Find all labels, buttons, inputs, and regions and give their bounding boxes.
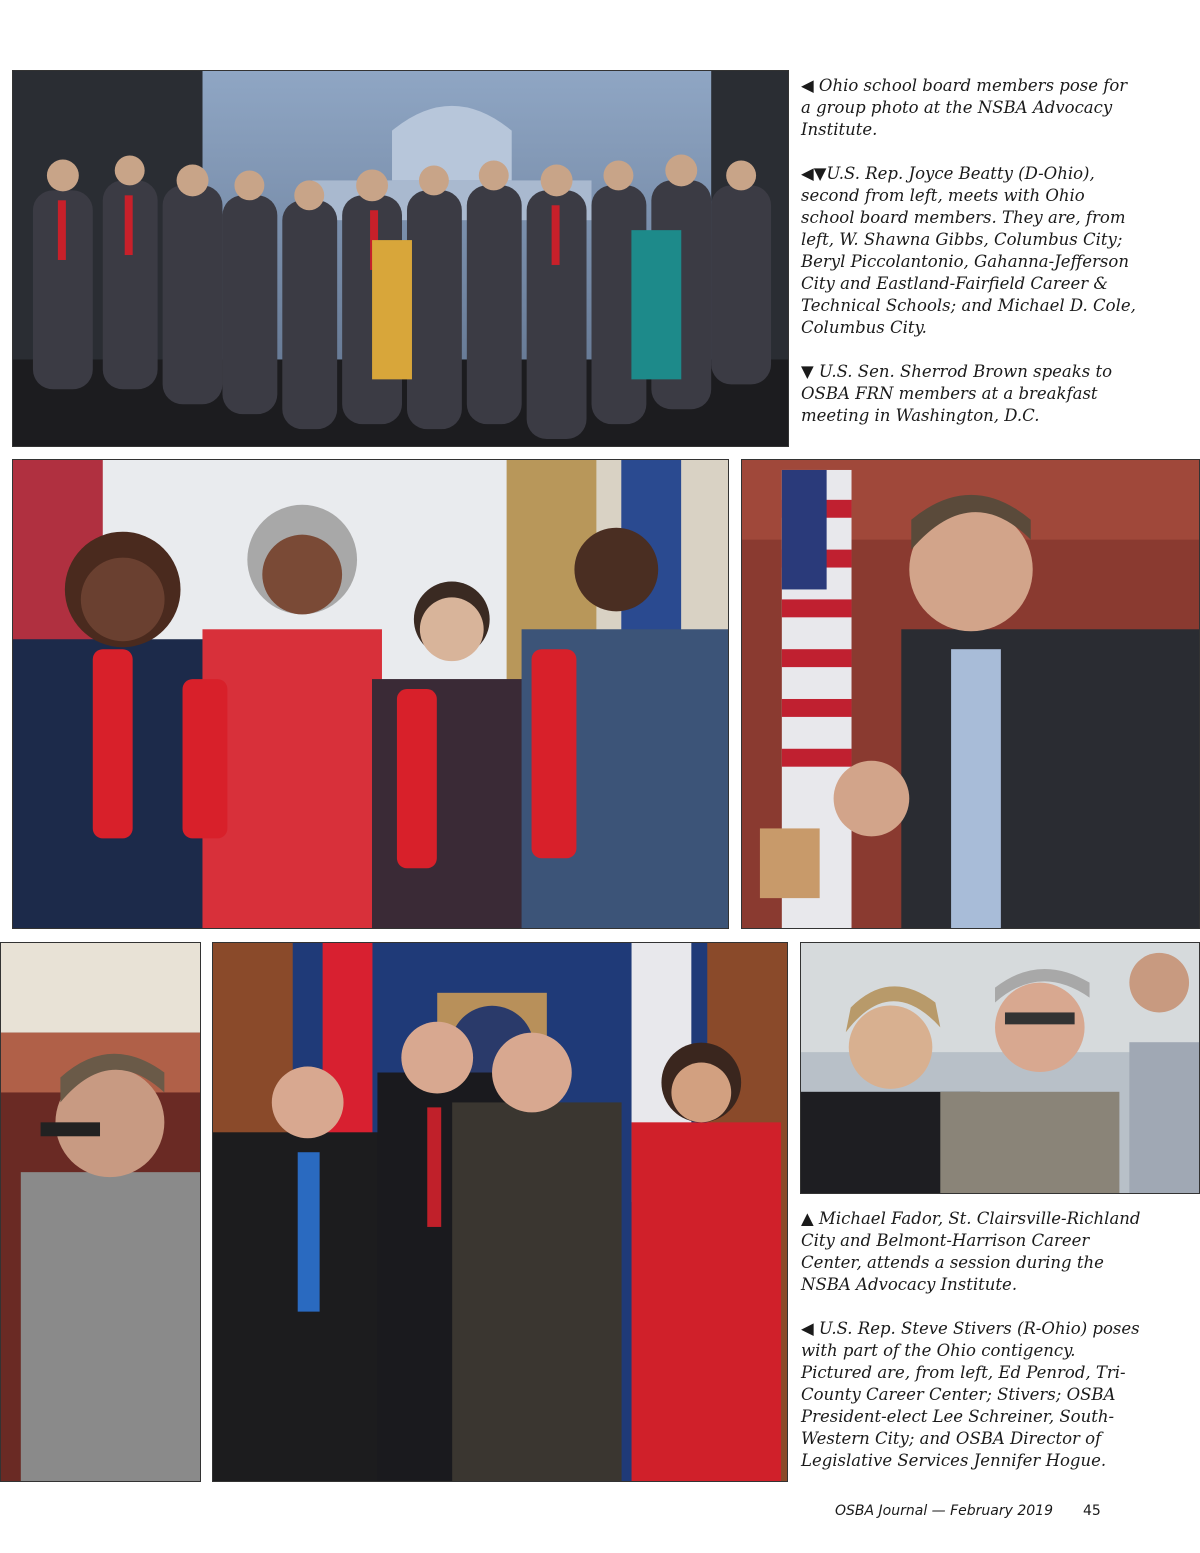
caption-beatty: ◀▼U.S. Rep. Joyce Beatty (D-Ohio), second from left, meets with Ohio school board members. They are, from left, W. Shawna Gibbs, Columbus City; Beryl Piccolantonio, Gahanna-Jefferson City and Eastland-Fairfield Career & Technical Schools; and Michael D. Cole, Columbus City. [801, 164, 1136, 337]
caption-column-top [801, 75, 1141, 427]
group-photo [12, 70, 789, 447]
brown-photo [741, 459, 1200, 929]
caption-group-photo: ◀ Ohio school board members pose for a group photo at the NSBA Advocacy Institute. [801, 76, 1128, 139]
caption-fador: ▲ Michael Fador, St. Clairsville-Richland City and Belmont-Harrison Career Center, attends a session during the NSBA Advocacy Institute. [801, 1209, 1141, 1294]
stivers-photo [212, 942, 788, 1482]
caption-column-bottom [801, 1208, 1141, 1472]
page-footer [835, 1503, 1101, 1519]
beatty-photo [12, 459, 729, 929]
publication-name: OSBA Journal — February 2019 [835, 1503, 1053, 1519]
fador-photo [800, 942, 1200, 1194]
session-photo-left [0, 942, 201, 1482]
caption-stivers: ◀ U.S. Rep. Steve Stivers (R-Ohio) poses with part of the Ohio contigency. Pictured are, from left, Ed Penrod, Tri-County Career Center; Stivers; OSBA President-elect Lee Schreiner, South-Western City; and OSBA Director of Legislative Services Jennifer Hogue. [801, 1319, 1140, 1470]
page-number: 45 [1082, 1503, 1101, 1519]
caption-brown: ▼ U.S. Sen. Sherrod Brown speaks to OSBA FRN members at a breakfast meeting in Washington, D.C. [801, 362, 1113, 425]
